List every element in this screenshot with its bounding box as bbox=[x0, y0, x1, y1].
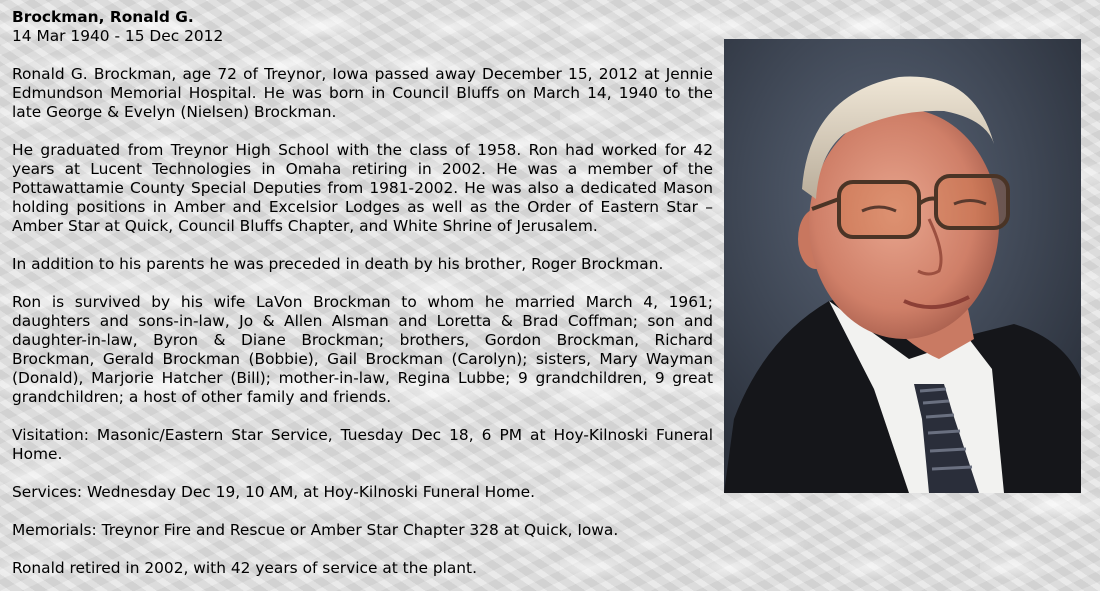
life-dates: 14 Mar 1940 - 15 Dec 2012 bbox=[12, 27, 224, 45]
obituary-paragraph-retirement: Ronald retired in 2002, with 42 years of service at the plant. bbox=[12, 559, 477, 577]
obituary-text bbox=[12, 8, 713, 578]
obituary-paragraph-services: Services: Wednesday Dec 19, 10 AM, at Hoy-Kilnoski Funeral Home. bbox=[12, 483, 535, 501]
obituary-name: Brockman, Ronald G. bbox=[12, 8, 194, 26]
obituary-paragraph-survivors: Ron is survived by his wife LaVon Brockman to whom he married March 4, 1961; daughters and sons-in-law, Jo & Allen Alsman and Loretta & Brad Coffman; son and daughter-in-law, Byron & Diane Brockman; brothers, Gordon Brockman, Richard Brockman, Gerald Brockman (Bobbie), Gail Brockman (Carolyn); sisters, Mary Wayman (Donald), Marjorie Hatcher (Bill); mother-in-law, Regina Lubbe; 9 grandchildren, 9 great grandchildren; a host of other family and friends. bbox=[12, 293, 713, 406]
obituary-paragraph-death: Ronald G. Brockman, age 72 of Treynor, Iowa passed away December 15, 2012 at Jennie Edmundson Memorial Hospital. He was born in Council Bluffs on March 14, 1940 to the late George & Evelyn (Nielsen) Brockman. bbox=[12, 65, 713, 121]
obituary-paragraph-career: He graduated from Treynor High School with the class of 1958. Ron had worked for 42 years at Lucent Technologies in Omaha retiring in 2002. He was a member of the Pottawattamie County Special Deputies from 1981-2002. He was also a dedicated Mason holding positions in Amber and Excelsior Lodges as well as the Order of Eastern Star – Amber Star at Quick, Council Bluffs Chapter, and White Shrine of Jerusalem. bbox=[12, 141, 713, 235]
portrait-photo bbox=[724, 39, 1081, 493]
portrait-illustration bbox=[724, 39, 1081, 493]
obituary-paragraph-visitation: Visitation: Masonic/Eastern Star Service, Tuesday Dec 18, 6 PM at Hoy-Kilnoski Funeral Home. bbox=[12, 426, 713, 463]
obituary-paragraph-preceded: In addition to his parents he was preceded in death by his brother, Roger Brockman. bbox=[12, 255, 664, 273]
obituary-paragraph-memorials: Memorials: Treynor Fire and Rescue or Amber Star Chapter 328 at Quick, Iowa. bbox=[12, 521, 619, 539]
